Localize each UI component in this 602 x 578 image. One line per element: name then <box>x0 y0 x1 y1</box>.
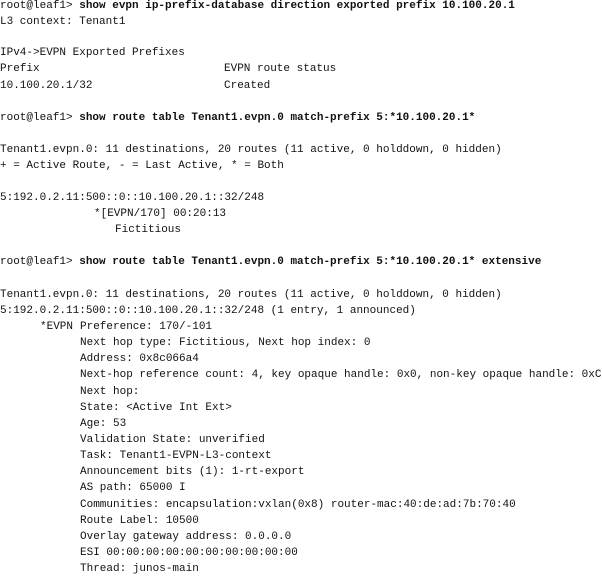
command-text: show route table Tenant1.evpn.0 match-prefix 5:*10.100.20.1* extensive <box>79 256 542 268</box>
column-header-status: EVPN route status <box>224 63 337 75</box>
as-path: AS path: 65000 I <box>80 482 186 494</box>
route-prefix: 5:192.0.2.11:500::0::10.100.20.1::32/248 <box>0 192 265 204</box>
next-hop-type: Next hop type: Fictitious, Next hop index: 0 <box>80 337 371 349</box>
route-table-summary: Tenant1.evpn.0: 11 destinations, 20 routes (11 active, 0 holddown, 0 hidden) <box>0 144 502 156</box>
next-hop: Next hop: <box>80 386 140 398</box>
prompt: root@leaf1> <box>0 112 80 124</box>
command-text: show route table Tenant1.evpn.0 match-prefix 5:*10.100.20.1* <box>79 112 476 124</box>
command-line-2 <box>0 110 475 126</box>
announcement-bits: Announcement bits (1): 1-rt-export <box>80 466 305 478</box>
route-protocol: *EVPN <box>40 321 74 333</box>
validation-state: Validation State: unverified <box>80 434 265 446</box>
route-thread: Thread: junos-main <box>80 563 199 575</box>
communities: Communities: encapsulation:vxlan(0x8) router-mac:40:de:ad:7b:70:40 <box>80 499 516 511</box>
prompt: root@leaf1> <box>0 0 80 12</box>
route-label: Route Label: 10500 <box>80 515 199 527</box>
route-state: State: <Active Int Ext> <box>80 402 232 414</box>
route-next-hop: Fictitious <box>115 224 182 236</box>
next-hop-reference: Next-hop reference count: 4, key opaque handle: 0x0, non-key opaque handle: 0xC <box>80 369 602 381</box>
next-hop-address: Address: 0x8c066a4 <box>80 353 199 365</box>
table-cell-prefix: 10.100.20.1/32 <box>0 80 93 92</box>
column-header-prefix: Prefix <box>0 63 40 75</box>
prompt: root@leaf1> <box>0 256 80 268</box>
route-entry: *[EVPN/170] 00:20:13 <box>94 208 227 220</box>
section-title: IPv4->EVPN Exported Prefixes <box>0 47 185 59</box>
route-header: 5:192.0.2.11:500::0::10.100.20.1::32/248 (1 entry, 1 announced) <box>0 305 416 317</box>
l3-context: L3 context: Tenant1 <box>0 16 126 28</box>
route-legend: + = Active Route, - = Last Active, * = Both <box>0 160 284 172</box>
command-text: show evpn ip-prefix-database direction exported prefix 10.100.20.1 <box>79 0 515 12</box>
route-task: Task: Tenant1-EVPN-L3-context <box>80 450 272 462</box>
route-preference: Preference: 170/-101 <box>80 321 213 333</box>
esi: ESI 00:00:00:00:00:00:00:00:00:00 <box>80 547 298 559</box>
route-age: Age: 53 <box>80 418 127 430</box>
command-line-3 <box>0 254 541 270</box>
command-line-1 <box>0 0 515 14</box>
route-table-summary: Tenant1.evpn.0: 11 destinations, 20 routes (11 active, 0 holddown, 0 hidden) <box>0 289 502 301</box>
table-cell-status: Created <box>224 80 271 92</box>
overlay-gateway: Overlay gateway address: 0.0.0.0 <box>80 531 292 543</box>
